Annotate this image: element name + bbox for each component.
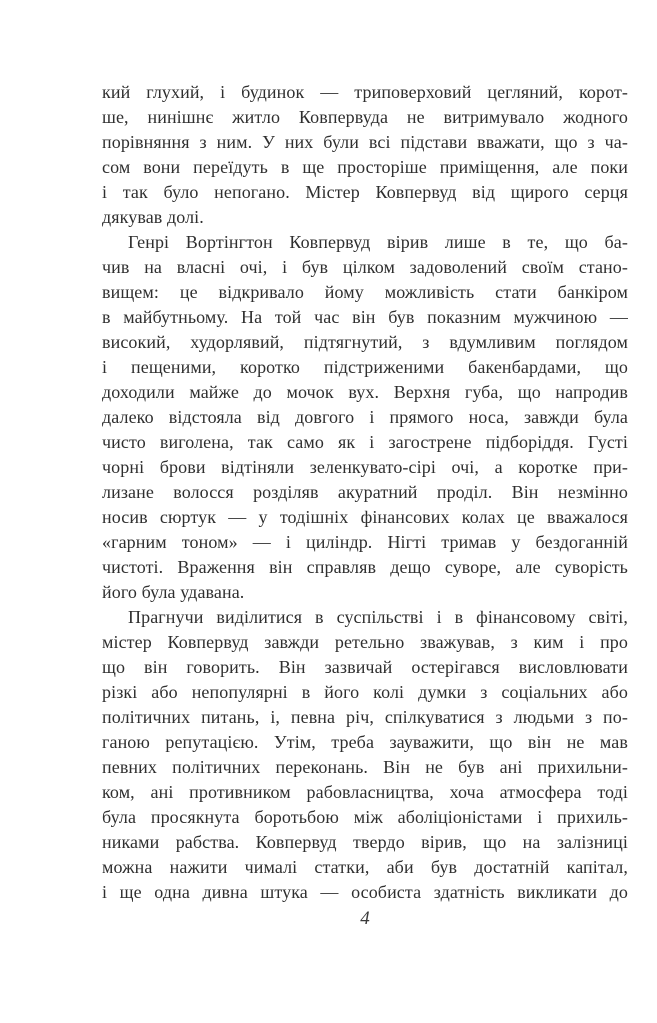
text-line: доходили майже до мочок вух. Верхня губа, що напродив	[102, 382, 628, 402]
page-text	[102, 80, 628, 905]
text-line: Генрі Вортінгтон Ковпервуд вірив лише в те, що ба-	[128, 232, 628, 252]
text-line: чисто виголена, так само як і загострене підборіддя. Густі	[102, 432, 628, 452]
text-line: никами рабства. Ковпервуд твердо вірив, що на залізниці	[102, 832, 628, 852]
text-line: певних політичних переконань. Він не був ані прихильни-	[102, 757, 628, 777]
text-line: політичних питань, і, певна річ, спілкуватися з людьми з по-	[102, 707, 628, 727]
text-line: дякував долі.	[102, 207, 204, 227]
text-line: Прагнучи виділитися в суспільстві і в фінансовому світі,	[128, 607, 628, 627]
text-line: що він говорить. Він зазвичай остерігався висловлювати	[102, 657, 628, 677]
text-line: і так було непогано. Містер Ковпервуд від щирого серця	[102, 182, 628, 202]
text-line: чистоті. Враження він справляв дещо суворе, але суворість	[102, 557, 628, 577]
text-line: носив сюртук — у тодішніх фінансових колах це вважалося	[102, 507, 628, 527]
text-line: ком, ані противником рабовласництва, хоча атмосфера тоді	[102, 782, 628, 802]
text-line: кий глухий, і будинок — триповерховий цегляний, корот-	[102, 82, 628, 102]
text-line: різкі або непопулярні в його колі думки з соціальних або	[102, 682, 628, 702]
page-number: 4	[360, 908, 370, 929]
text-line: вищем: це відкривало йому можливість стати банкіром	[102, 282, 628, 302]
text-line: містер Ковпервуд завжди ретельно зважував, з ким і про	[102, 632, 628, 652]
text-line: і пещеними, коротко підстриженими бакенбардами, що	[102, 357, 628, 377]
text-line: сом вони переїдуть в ще просторіше приміщення, але поки	[102, 157, 628, 177]
text-line: високий, худорлявий, підтягнутий, з вдумливим поглядом	[102, 332, 628, 352]
text-line: його була удавана.	[102, 582, 245, 602]
text-line: «гарним тоном» — і циліндр. Нігті тримав у бездоганній	[102, 532, 628, 552]
text-line: ше, нинішнє житло Ковпервуда не витримувало жодного	[102, 107, 628, 127]
text-line: далеко відстояла від довгого і прямого носа, завжди була	[102, 407, 628, 427]
text-line: в майбутньому. На той час він був показним мужчиною —	[102, 307, 628, 327]
text-line: порівняння з ним. У них були всі підстави вважати, що з ча-	[102, 132, 628, 152]
text-line: чив на власні очі, і був цілком задоволений своїм стано-	[102, 257, 628, 277]
text-line: була просякнута боротьбою між аболіціоністами і прихиль-	[102, 807, 628, 827]
text-line: і ще одна дивна штука — особиста здатність викликати до	[102, 882, 628, 902]
text-line: лизане волосся розділяв акуратний проділ. Він незмінно	[102, 482, 628, 502]
text-line: ганою репутацією. Утім, треба зауважити, що він не мав	[102, 732, 628, 752]
text-line: чорні брови відтіняли зеленкувато-сірі очі, а коротке при-	[102, 457, 628, 477]
text-line: можна нажити чималі статки, аби був достатній капітал,	[102, 857, 628, 877]
